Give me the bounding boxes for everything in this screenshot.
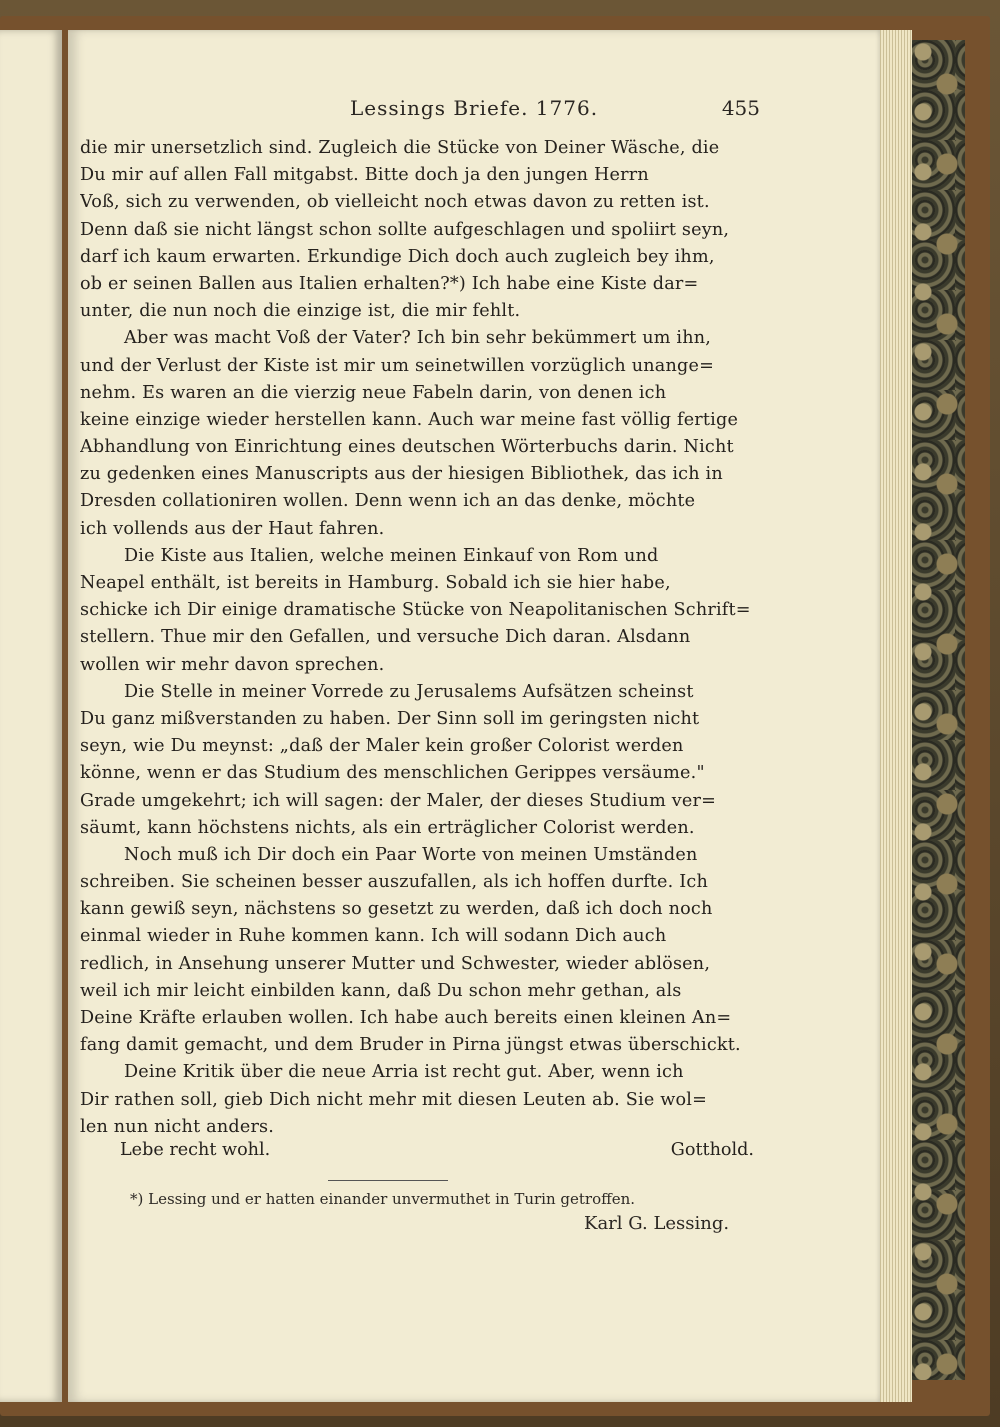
footnote: *) Lessing und er hatten einander unvermuthet in Turin getroffen. [130, 1190, 636, 1208]
marbled-endpaper [905, 40, 965, 1380]
text-line: len nun nicht anders. [80, 1116, 275, 1137]
text-line: wollen wir mehr davon sprechen. [80, 654, 385, 675]
text-line: redlich, in Ansehung unserer Mutter und Schwester, wieder ablösen, [80, 953, 711, 974]
text-line: Deine Kräfte erlauben wollen. Ich habe auch bereits einen kleinen An= [80, 1008, 732, 1028]
text-line: kann gewiß seyn, nächstens so gesetzt zu werden, daß ich doch noch [80, 899, 713, 920]
text-line: zu gedenken eines Manuscripts aus der hiesigen Bibliothek, das ich in [80, 464, 723, 485]
text-line: Noch muß ich Dir doch ein Paar Worte von meinen Umständen [124, 844, 698, 865]
text-line: Du ganz mißverstanden zu haben. Der Sinn soll im geringsten nicht [80, 708, 700, 729]
text-line: Dir rathen soll, gieb Dich nicht mehr mit diesen Leuten ab. Sie wol= [80, 1089, 708, 1110]
text-line: und der Verlust der Kiste ist mir um seinetwillen vorzüglich unange= [80, 355, 715, 376]
text-line: stellern. Thue mir den Gefallen, und versuche Dich daran. Alsdann [80, 627, 691, 648]
page-number: 455 [721, 96, 760, 120]
text-line: seyn, wie Du meynst: „daß der Maler kein großer Colorist werden [80, 736, 684, 757]
text-line: weil ich mir leicht einbilden kann, daß Du schon mehr gethan, als [80, 980, 682, 1001]
running-title: Lessings Briefe. 1776. [350, 96, 599, 120]
signature: Gotthold. [670, 1140, 754, 1160]
text-line: Du mir auf allen Fall mitgabst. Bitte doch ja den jungen Herrn [80, 165, 649, 186]
text-line: Deine Kritik über die neue Arria ist recht gut. Aber, wenn ich [124, 1062, 684, 1083]
text-line: Die Stelle in meiner Vorrede zu Jerusalems Aufsätzen scheinst [124, 681, 694, 702]
text-line: Grade umgekehrt; ich will sagen: der Maler, der dieses Studium ver= [80, 790, 717, 811]
footnote-rule [328, 1180, 448, 1181]
left-page-margin [0, 30, 62, 1402]
closing-row [80, 1140, 770, 1170]
text-line: säumt, kann höchstens nichts, als ein erträglicher Colorist werden. [80, 817, 695, 838]
text-line: Die Kiste aus Italien, welche meinen Einkauf von Rom und [124, 545, 659, 566]
text-line: die mir unersetzlich sind. Zugleich die Stücke von Deiner Wäsche, die [80, 138, 720, 158]
text-line: einmal wieder in Ruhe kommen kann. Ich will sodann Dich auch [80, 926, 667, 947]
text-line: Voß, sich zu verwenden, ob vielleicht noch etwas davon zu retten ist. [80, 192, 710, 213]
running-head [80, 96, 760, 126]
text-line: ob er seinen Ballen aus Italien erhalten?*) Ich habe eine Kiste dar= [80, 273, 699, 294]
closing-phrase: Lebe recht wohl. [120, 1140, 271, 1160]
text-line: keine einzige wieder herstellen kann. Auch war meine fast völlig fertige [80, 409, 739, 430]
body-text [80, 135, 770, 1141]
text-line: unter, die nun noch die einzige ist, die mir fehlt. [80, 301, 521, 322]
text-line: Abhandlung von Einrichtung eines deutschen Wörterbuchs darin. Nicht [80, 437, 734, 458]
text-line: Denn daß sie nicht längst schon sollte aufgeschlagen und spoliirt seyn, [80, 219, 730, 240]
text-line: Aber was macht Voß der Vater? Ich bin sehr bekümmert um ihn, [124, 328, 712, 349]
text-line: fang damit gemacht, und dem Bruder in Pirna jüngst etwas überschickt. [80, 1035, 741, 1056]
text-line: Neapel enthält, ist bereits in Hamburg. Sobald ich sie hier habe, [80, 573, 671, 593]
text-line: darf ich kaum erwarten. Erkundige Dich doch auch zugleich bey ihm, [80, 246, 715, 267]
text-line: nehm. Es waren an die vierzig neue Fabeln darin, von denen ich [80, 382, 667, 403]
text-line: ich vollends aus der Haut fahren. [80, 518, 385, 539]
text-line: schreiben. Sie scheinen besser auszufallen, als ich hoffen durfte. Ich [80, 872, 708, 893]
text-line: Dresden collationiren wollen. Denn wenn ich an das denke, möchte [80, 491, 696, 512]
text-line: schicke ich Dir einige dramatische Stücke von Neapolitanischen Schrift= [80, 600, 751, 621]
text-line: könne, wenn er das Studium des menschlichen Gerippes versäume." [80, 763, 705, 784]
footnote-signature: Karl G. Lessing. [584, 1213, 730, 1234]
